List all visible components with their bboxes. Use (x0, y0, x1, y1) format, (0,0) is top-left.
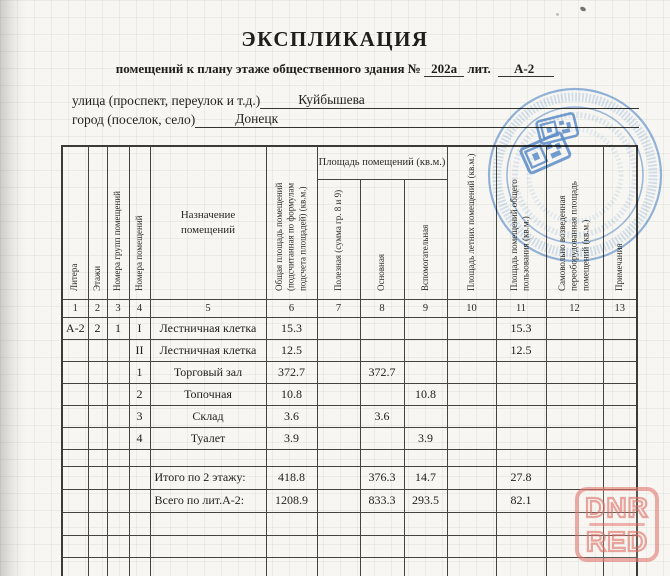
table-cell (546, 317, 603, 339)
col-header-primechaniya-label: Примечания (613, 242, 624, 291)
table-cell (88, 466, 107, 489)
col-number: 7 (317, 299, 360, 317)
col-number: 12 (546, 299, 603, 317)
table-cell: 372.7 (360, 361, 404, 383)
table-cell (360, 339, 404, 361)
table-cell (266, 557, 317, 576)
table-cell (447, 535, 496, 557)
table-cell (317, 427, 360, 449)
lit-value: А-2 (498, 62, 554, 77)
table-row (62, 466, 637, 489)
col-number: 13 (603, 299, 637, 317)
table-cell (107, 449, 129, 466)
table-cell (62, 535, 88, 557)
col-header-poleznaya (317, 179, 360, 299)
table-row (62, 339, 637, 361)
table-cell: А-2 (62, 317, 88, 339)
table-cell (62, 449, 88, 466)
table-cell: 14.7 (404, 466, 447, 489)
explication-table (61, 145, 638, 576)
table-cell: 12.5 (266, 339, 317, 361)
table-cell: Туалет (150, 427, 266, 449)
street-field (72, 90, 639, 109)
table-cell (447, 383, 496, 405)
table-cell (447, 557, 496, 576)
table-cell: 15.3 (496, 317, 546, 339)
col-header-vspomogatelnaya (404, 179, 447, 299)
table-cell (546, 405, 603, 427)
table-cell (447, 317, 496, 339)
table-cell: Лестничная клетка (150, 339, 266, 361)
table-cell (266, 512, 317, 535)
table-cell (546, 449, 603, 466)
table-cell: II (129, 339, 150, 361)
table-cell (88, 427, 107, 449)
table-cell: 372.7 (266, 361, 317, 383)
city-label: город (поселок, село) (72, 112, 196, 127)
table-cell: 1 (129, 361, 150, 383)
col-header-obshchego-polzovaniya-label: Площадь помещений общего пользования (кв.м.) (509, 178, 531, 291)
col-number: 3 (107, 299, 129, 317)
table-cell (150, 535, 266, 557)
table-row (62, 449, 637, 466)
table-cell (360, 512, 404, 535)
table-cell: 418.8 (266, 466, 317, 489)
table-cell (88, 489, 107, 512)
col-header-litera (62, 146, 88, 299)
table-cell (88, 339, 107, 361)
table-cell (107, 512, 129, 535)
col-number: 4 (129, 299, 150, 317)
table-cell (107, 383, 129, 405)
table-cell (88, 361, 107, 383)
table-cell (603, 317, 637, 339)
table-row (62, 317, 637, 339)
table-cell: 1208.9 (266, 489, 317, 512)
table-cell (62, 383, 88, 405)
table-row (62, 405, 637, 427)
table-cell (360, 427, 404, 449)
table-cell (129, 489, 150, 512)
table-cell: 27.8 (496, 466, 546, 489)
col-number: 8 (360, 299, 404, 317)
table-cell (107, 557, 129, 576)
table-cell: 10.8 (266, 383, 317, 405)
table-cell (447, 361, 496, 383)
table-cell (62, 339, 88, 361)
table-cell (447, 512, 496, 535)
table-cell (129, 557, 150, 576)
city-field (72, 109, 639, 128)
table-cell: 12.5 (496, 339, 546, 361)
table-cell (447, 489, 496, 512)
table-cell: 2 (88, 317, 107, 339)
table-cell (317, 466, 360, 489)
city-value: Донецк (235, 111, 279, 126)
col-header-litera-label: Литера (69, 263, 80, 291)
table-cell (603, 339, 637, 361)
table-cell (107, 489, 129, 512)
col-header-vspomogatelnaya-label: Вспомогательная (419, 224, 430, 291)
table-cell (129, 535, 150, 557)
table-cell (88, 383, 107, 405)
table-row (62, 427, 637, 449)
table-cell (317, 383, 360, 405)
table-cell: Итого по 2 этажу: (150, 466, 266, 489)
table-cell (404, 361, 447, 383)
table-cell (317, 449, 360, 466)
col-number: 2 (88, 299, 107, 317)
table-cell (107, 339, 129, 361)
table-cell (546, 361, 603, 383)
subtitle-text: помещений к плану этаже общественного здания № (115, 61, 421, 76)
scan-edge-shadow (0, 0, 26, 576)
table-cell (546, 383, 603, 405)
table-cell: 833.3 (360, 489, 404, 512)
table-cell (360, 557, 404, 576)
col-header-etazhi (88, 146, 107, 299)
table-cell: 82.1 (496, 489, 546, 512)
col-header-obshchego-polzovaniya (496, 146, 546, 299)
table-cell (360, 383, 404, 405)
table-cell (317, 361, 360, 383)
col-header-gruppy-label: Номера групп помещений (112, 190, 123, 291)
subtitle (0, 61, 670, 77)
table-cell (360, 449, 404, 466)
table-cell (317, 535, 360, 557)
table-cell (447, 449, 496, 466)
table-cell (107, 405, 129, 427)
lit-label: лит. (467, 61, 491, 76)
table-cell (317, 489, 360, 512)
table-cell (603, 512, 637, 535)
table-cell (62, 512, 88, 535)
col-header-primechaniya (603, 146, 637, 299)
col-header-letnih (447, 146, 496, 299)
table-cell (546, 339, 603, 361)
table-cell (404, 317, 447, 339)
table-cell (62, 405, 88, 427)
table-cell: 376.3 (360, 466, 404, 489)
table-cell: 10.8 (404, 383, 447, 405)
city-underline (195, 109, 639, 128)
street-value: Куйбышева (298, 92, 365, 107)
table-cell (150, 512, 266, 535)
table-cell (496, 405, 546, 427)
table-cell (546, 489, 603, 512)
table-row (62, 489, 637, 512)
table-cell: 3.9 (404, 427, 447, 449)
col-header-naznachenie (150, 146, 266, 299)
col-number: 11 (496, 299, 546, 317)
table-cell (88, 535, 107, 557)
table-cell (603, 427, 637, 449)
table-cell (546, 557, 603, 576)
table-cell (603, 489, 637, 512)
col-number: 6 (266, 299, 317, 317)
table-cell (496, 383, 546, 405)
table-cell (107, 427, 129, 449)
table-cell (496, 449, 546, 466)
col-header-etazhi-label: Этажи (91, 265, 102, 291)
table-cell: 2 (129, 383, 150, 405)
table-cell (88, 512, 107, 535)
table-cell: 293.5 (404, 489, 447, 512)
column-numbers-row (62, 299, 637, 317)
table-cell (404, 405, 447, 427)
watermark-line1: DNR (585, 492, 649, 523)
col-header-samovolno (546, 146, 603, 299)
col-number: 10 (447, 299, 496, 317)
table-cell: 3.9 (266, 427, 317, 449)
table-cell (546, 427, 603, 449)
table-cell (317, 557, 360, 576)
table-cell (603, 557, 637, 576)
table-cell (317, 339, 360, 361)
table-cell (129, 466, 150, 489)
table-cell (546, 512, 603, 535)
table-cell: 4 (129, 427, 150, 449)
table-cell: Лестничная клетка (150, 317, 266, 339)
area-group-header: Площадь помещений (кв.м.) (317, 146, 447, 179)
street-underline (260, 90, 639, 109)
table-cell (603, 466, 637, 489)
table-cell (603, 383, 637, 405)
table-cell (129, 512, 150, 535)
table-cell (62, 427, 88, 449)
address-fields (72, 90, 639, 128)
table-row (62, 535, 637, 557)
col-header-osnovnaya-label: Основная (376, 253, 387, 291)
table-cell (317, 405, 360, 427)
table-cell (404, 449, 447, 466)
page-title: ЭКСПЛИКАЦИЯ (241, 27, 429, 51)
table-cell (603, 361, 637, 383)
col-header-poleznaya-label: Полезная (сумма гр. 8 и 9) (332, 189, 343, 291)
table-cell (62, 466, 88, 489)
table-cell (62, 557, 88, 576)
col-header-osnovnaya (360, 179, 404, 299)
table-cell (496, 361, 546, 383)
table-cell (447, 427, 496, 449)
table-cell: 3 (129, 405, 150, 427)
col-header-nomera-label: Номера помещений (133, 215, 144, 291)
table-cell: Склад (150, 405, 266, 427)
table-cell (603, 535, 637, 557)
table-cell (317, 317, 360, 339)
table-cell (107, 535, 129, 557)
table-cell (150, 449, 266, 466)
col-number: 9 (404, 299, 447, 317)
table-cell (546, 466, 603, 489)
table-cell (360, 317, 404, 339)
col-number: 1 (62, 299, 88, 317)
table-cell (404, 557, 447, 576)
table-cell (150, 557, 266, 576)
table-cell (404, 339, 447, 361)
table-cell (266, 449, 317, 466)
col-header-obshchaya (266, 146, 317, 299)
table-cell: I (129, 317, 150, 339)
col-header-naznachenie-label: Назначение помещений (180, 208, 236, 236)
table-cell (603, 449, 637, 466)
table-cell (88, 557, 107, 576)
table-cell (546, 535, 603, 557)
table-cell (496, 535, 546, 557)
table-cell (107, 361, 129, 383)
table-cell (447, 466, 496, 489)
table-cell (62, 489, 88, 512)
col-number: 5 (150, 299, 266, 317)
table-cell (496, 512, 546, 535)
street-label: улица (проспект, переулок и т.д.) (72, 93, 261, 108)
col-header-obshchaya-label: Общая площадь помещений (подсчитанная по формулам подсчета площадей) (кв.м.) (273, 182, 308, 291)
col-header-nomera (129, 146, 150, 299)
table-cell (447, 405, 496, 427)
table-cell (360, 535, 404, 557)
watermark-line2: RED (585, 526, 649, 557)
table-row (62, 383, 637, 405)
table-cell: 3.6 (360, 405, 404, 427)
table-cell (88, 405, 107, 427)
table-cell (603, 405, 637, 427)
table-cell: Топочная (150, 383, 266, 405)
table-cell (129, 449, 150, 466)
table-cell (107, 466, 129, 489)
table-cell (404, 512, 447, 535)
table-cell (496, 427, 546, 449)
ink-speck (556, 13, 559, 16)
table-cell (496, 557, 546, 576)
table-cell (88, 449, 107, 466)
table-cell: 3.6 (266, 405, 317, 427)
table-cell (317, 512, 360, 535)
table-cell (404, 535, 447, 557)
table-row (62, 512, 637, 535)
col-header-samovolno-label: Самовольно возведенная переоборудованная площадь помещений (кв.м.) (556, 180, 591, 291)
table-cell: 15.3 (266, 317, 317, 339)
table-cell (447, 339, 496, 361)
table-cell (62, 361, 88, 383)
table-cell: Всего по лит.А-2: (150, 489, 266, 512)
table-cell (266, 535, 317, 557)
table-row (62, 361, 637, 383)
table-row (62, 557, 637, 576)
table-cell: 1 (107, 317, 129, 339)
document-number: 202а (424, 62, 464, 77)
col-header-gruppy (107, 146, 129, 299)
table-cell: Торговый зал (150, 361, 266, 383)
col-header-letnih-label: Площадь летних помещений (кв.м.) (465, 153, 476, 291)
